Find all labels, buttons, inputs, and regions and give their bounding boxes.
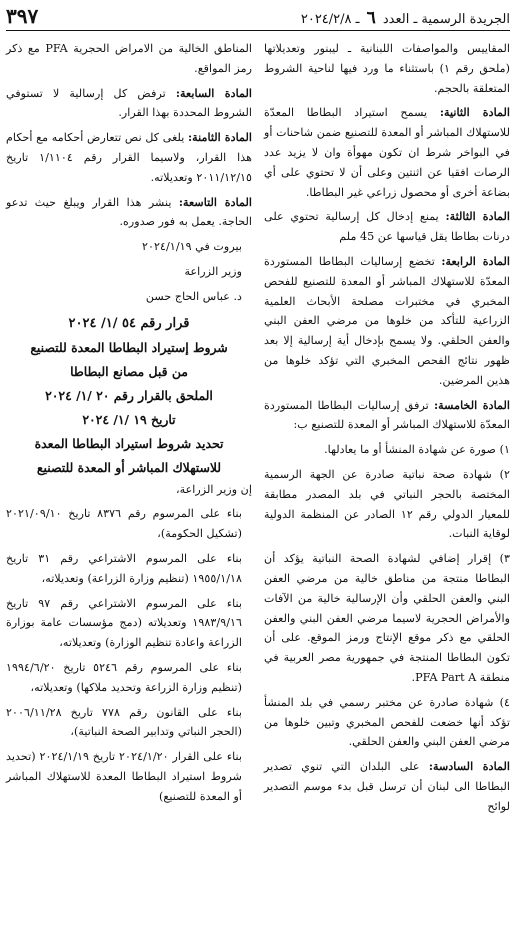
right-column: [264, 39, 510, 821]
left-paragraph: [6, 193, 252, 233]
article-body: تخضع إرساليات البطاطا المستوردة المعدّة للاستهلاك المباشر أو المعدة للتصنيع للفحص المخبري في مختبرات مصلحة الأبحاث العلمية الزراعية للتأكد من خلوها من مرضي العفن البني والعفن الحلقي. ولا يسمح بإدخال أية إرسالية إلا بعد ظهور نتائج الفحص المخبري التي تؤكد خلوها من هذين المرضين.: [264, 254, 510, 387]
gazette-title: [301, 8, 510, 28]
article-body: على البلدان التي تنوي تصدير البطاطا الى لبنان أن ترسل قبل بدء موسم التصدير لوائح: [264, 760, 510, 813]
right-paragraph: [264, 39, 510, 98]
recital-paragraph: بناء على المرسوم رقم ٨٣٧٦ تاريخ ٢٠٢١/٠٩/١٠ (تشكيل الحكومة)،: [6, 507, 242, 541]
right-paragraph: [264, 757, 510, 816]
article-body: ١) صورة عن شهادة المنشأ أو ما يعادلها.: [324, 443, 510, 457]
article-label: المادة الثانية:: [439, 105, 510, 120]
article-label: المادة السادسة:: [428, 759, 510, 774]
right-paragraph: [264, 693, 510, 752]
right-paragraph: [264, 207, 510, 247]
decision-block: [6, 312, 252, 807]
article-body: ٤) شهادة صادرة عن مختبر رسمي في بلد المنشأ تؤكد أنها خضعت للفحص المخبري وتبين خلوها من مرضي العفن البني والعفن الحلقي.: [264, 695, 510, 749]
article-body: ينشر هذا القرار ويبلغ حيث تدعو الحاجة. يعمل به فور صدوره.: [6, 195, 252, 229]
right-paragraph: [264, 396, 510, 436]
decision-number: قرار رقم ٥٤ /١/ ٢٠٢٤: [68, 315, 190, 331]
right-paragraph: [264, 440, 510, 460]
right-paragraph: [264, 103, 510, 202]
decision-title-line: من قبل مصانع البطاطا: [70, 363, 188, 379]
article-body: يلغى كل نص تتعارض أحكامه مع أحكام هذا القرار، ولاسيما القرار رقم ١/١١٠٤ تاريخ ٢٠١١/١٢/١٥ وتعديلاته.: [6, 131, 252, 184]
article-label: المادة الثامنة:: [187, 130, 252, 145]
left-paragraph: [6, 39, 252, 79]
decision-title-line: الملحق بالقرار رقم ٢٠ /١/ ٢٠٢٤: [45, 387, 213, 403]
article-body: ٣) إقرار إضافي لشهادة الصحة النباتية يؤكد أن البطاطا منتجة من مناطق خالية من مرضي العفن البني والعفن الحلقي وأن الإرسالية خالية من الآفات والأمراض الحجرية لاسيما مرضي العفن البني والعفن الحلقي مع ذكر موقع الإنتاج ورمز الموقع. على أن تكون البطاطا المنتجة في جمهورية مصر العربية في منطقة PFA Part A.: [264, 552, 510, 684]
recital-paragraph: بناء على المرسوم رقم ٥٢٤٦ تاريخ ١٩٩٤/٦/٢٠ (تنظيم وزارة الزراعة وتحديد ملاكها) وتعديلاته،: [6, 660, 243, 694]
decision-recitals: [6, 504, 252, 806]
decision-title-line: تحديد شروط استيراد البطاطا المعدة: [34, 435, 224, 451]
decision-title-lines: [6, 336, 252, 480]
issue-number: ٦: [366, 8, 376, 28]
article-body: ترفق إرساليات البطاطا المستوردة المعدّة للاستهلاك المباشر أو المعدة للتصنيع ب:: [264, 398, 510, 432]
article-label: المادة السابعة:: [175, 85, 252, 100]
right-paragraph: [264, 549, 510, 688]
article-label: المادة الخامسة:: [433, 397, 510, 412]
article-label: المادة الثالثة:: [445, 209, 510, 224]
signature-place-date: بيروت في ٢٠٢٤/١/١٩: [142, 240, 242, 254]
article-label: المادة الرابعة:: [441, 253, 510, 268]
article-body: ٢) شهادة صحة نباتية صادرة عن الجهة الرسمية المختصة بالحجر النباتي في بلد المصدر مطابقة للمعيار الدولي رقم ١٢ الصادر عن المنظمة الدولية لوقاية النبات.: [264, 467, 510, 541]
decision-preamble: إن وزير الزراعة،: [175, 482, 252, 496]
article-body: ترفض كل إرسالية لا تستوفي الشروط المحددة بهذا القرار.: [6, 86, 252, 120]
page-number: ٣٩٧: [6, 4, 39, 28]
signature-title: وزير الزراعة: [184, 264, 242, 278]
article-body: المناطق الخالية من الامراض الحجرية PFA مع ذكر رمز المواقع.: [6, 42, 252, 75]
issue-date: ـ ٢٠٢٤/٢/٨: [300, 12, 360, 27]
right-paragraph: [264, 465, 510, 544]
decision-title-line: للاستهلاك المباشر أو المعدة للتصنيع: [36, 459, 222, 475]
signature-name: د. عباس الحاج حسن: [145, 289, 242, 303]
signature-block: [6, 237, 252, 306]
article-body: المقاييس والمواصفات اللبنانية ـ ليبنور وتعديلاتها (ملحق رقم ١) باستثناء ما ورد فيها لناحية الشروط المتعلقة بالحجم.: [264, 42, 511, 95]
decision-title-line: شروط إستيراد البطاطا المعدة للتصنيع: [30, 339, 228, 355]
decision-title-line: تاريخ ١٩ /١/ ٢٠٢٤: [82, 411, 176, 427]
recital-paragraph: بناء على المرسوم الاشتراعي رقم ٣١ تاريخ ١٩٥٥/١/١٨ (تنظيم وزارة الزراعة) وتعديلاته،: [6, 551, 242, 585]
gazette-name: الجريدة الرسمية ـ العدد: [382, 12, 510, 27]
recital-paragraph: بناء على القانون رقم ٧٧٨ تاريخ ٢٠٠٦/١١/٢٨ (الحجر النباتي وتدابير الصحة النباتية)،: [6, 705, 242, 739]
recital-paragraph: بناء على القرار ٢٠٢٤/١/٢٠ تاريخ ٢٠٢٤/١/١٩ (تحديد شروط استيراد البطاطا المعدة للاستهلاك المباشر أو المعدة للتصنيع): [6, 750, 242, 803]
left-paragraph: [6, 84, 252, 124]
left-paragraph: [6, 128, 252, 187]
right-paragraph: [264, 252, 510, 391]
article-label: المادة التاسعة:: [178, 194, 252, 209]
page-header: [6, 6, 510, 31]
two-column-body: [6, 39, 510, 821]
article-body: يسمح استيراد البطاطا المعدّة للاستهلاك المباشر أو المعدة للتصنيع ضمن شاحنات أو في البواخر شرط ان تكون مهوأة وان لا يزيد عدد الرصات افقيا عن اثنتين وعلى أن لا تحتوي على أي بضاعة أخرى أو محصول زراعي غير البطاطا.: [264, 106, 510, 199]
left-column: [6, 39, 252, 821]
article-body: يمنع إدخال كل إرسالية تحتوي على درنات بطاطا يقل قياسها عن 45 ملم: [264, 210, 510, 244]
left-articles: [6, 39, 252, 232]
recital-paragraph: بناء على المرسوم الاشتراعي رقم ٩٧ تاريخ ١٩٨٣/٩/١٦ وتعديلاته (دمج مؤسسات عامة بوزارة الزراعة واعادة تنظيم الوزارة) وتعديلاته،: [6, 596, 242, 650]
